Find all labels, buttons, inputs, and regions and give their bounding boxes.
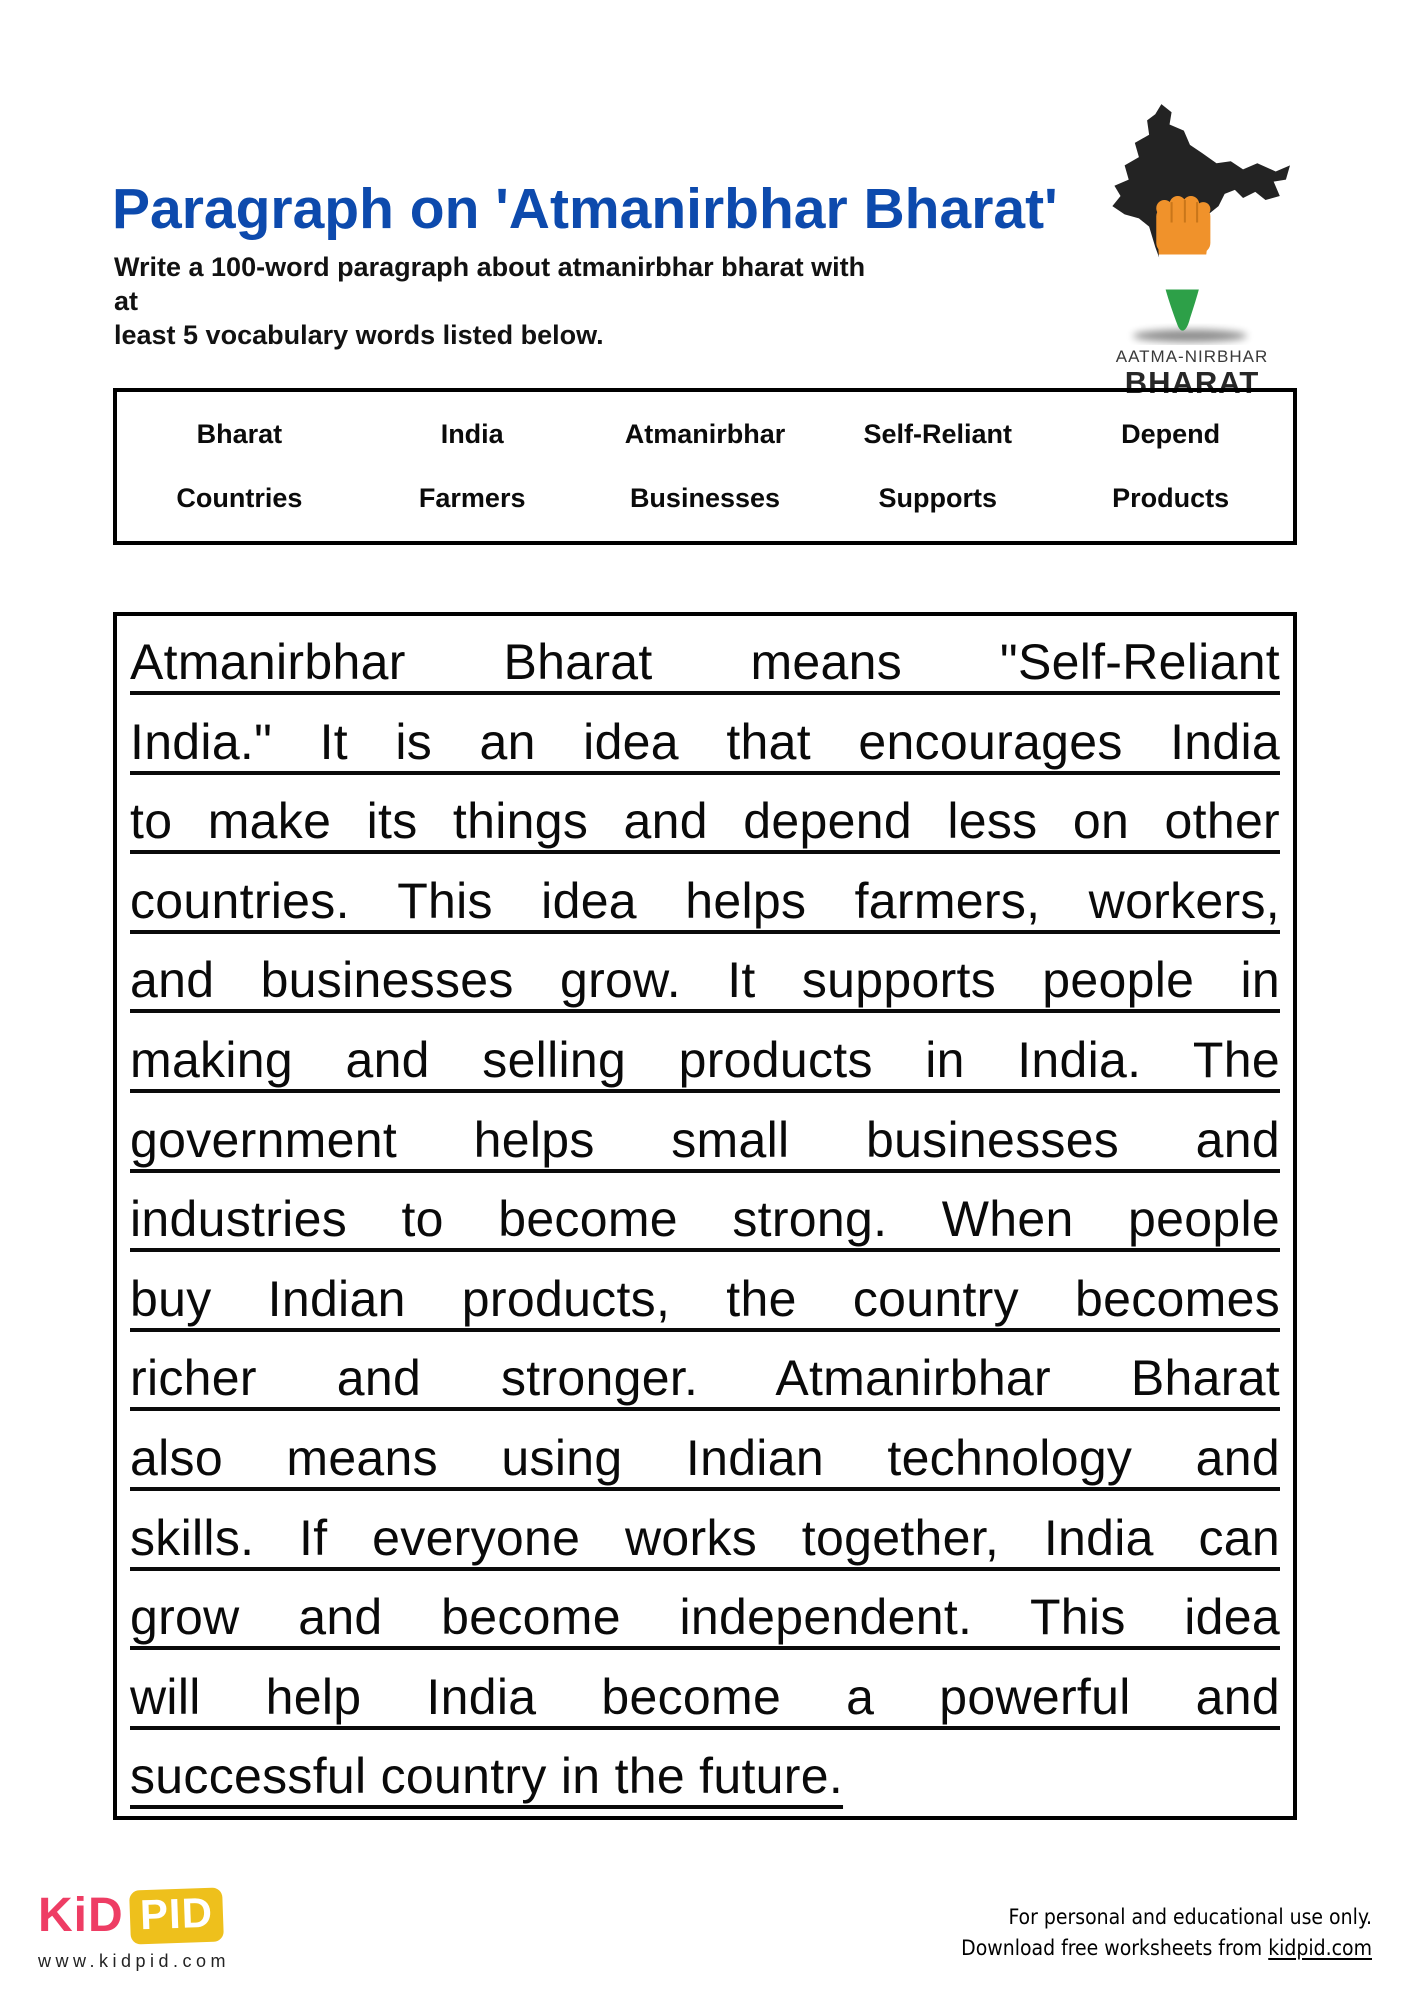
paragraph-line: to make its things and depend less on other — [130, 793, 1280, 850]
usage-note-line-2 — [961, 1933, 1372, 1964]
vocab-word: Depend — [1121, 418, 1221, 449]
vocab-word: Countries — [176, 483, 303, 514]
vocab-word: Businesses — [629, 483, 781, 514]
paragraph-line: skills. If everyone works together, India can — [130, 1509, 1280, 1566]
vocab-word: Self-Reliant — [863, 418, 1013, 449]
paragraph-line: India." It is an idea that encourages India — [130, 713, 1280, 770]
paragraph-line: grow and become independent. This idea — [130, 1589, 1280, 1646]
fist-icon — [1156, 196, 1210, 331]
aatma-nirbhar-bharat-logo — [1082, 100, 1302, 401]
vocab-word: Bharat — [196, 418, 283, 449]
kidpid-website-text: www.kidpid.com — [38, 1951, 231, 1971]
paragraph-line: countries. This idea helps farmers, workers, — [130, 872, 1280, 929]
paragraph-line: government helps small businesses and — [130, 1111, 1280, 1168]
kidpid-logo — [38, 1888, 230, 1943]
vocabulary-box — [113, 388, 1297, 545]
paragraph-answer-box — [113, 612, 1297, 1820]
paragraph-line: successful country in the future. — [130, 1748, 844, 1805]
paragraph-line: industries to become strong. When people — [130, 1191, 1280, 1248]
paragraph-line: buy Indian products, the country becomes — [130, 1270, 1280, 1327]
paragraph-line: Atmanirbhar Bharat means "Self-Reliant — [130, 634, 1280, 690]
vocab-word: Atmanirbhar — [624, 418, 786, 449]
paragraph-line: will help India become a powerful and — [130, 1668, 1280, 1725]
page-title: Paragraph on 'Atmanirbhar Bharat' — [112, 177, 1058, 241]
kidpid-download-link[interactable]: kidpid.com — [1268, 1936, 1372, 1960]
paragraph-line: and businesses grow. It supports people in — [130, 952, 1280, 1009]
instruction-line-1: Write a 100-word paragraph about atmanirbhar bharat with at — [114, 252, 866, 316]
instruction-line-2: least 5 vocabulary words listed below. — [114, 320, 604, 350]
vocab-word: Products — [1112, 483, 1230, 514]
instruction-text — [114, 250, 874, 352]
usage-note-line-1: For personal and educational use only. — [1008, 1905, 1372, 1929]
vocab-word: India — [440, 418, 504, 449]
usage-note-line-2-text: Download free worksheets from — [961, 1936, 1269, 1960]
usage-note — [961, 1902, 1372, 1964]
kidpid-logo-pid: PID — [129, 1887, 224, 1944]
paragraph-line: making and selling products in India. The — [130, 1031, 1280, 1088]
kidpid-logo-kid: KiD — [38, 1889, 124, 1942]
logo-shadow — [1133, 330, 1247, 342]
kidpid-brand — [38, 1888, 230, 1972]
logo-caption-line-2: BHARAT — [1124, 365, 1260, 400]
paragraph-line: richer and stronger. Atmanirbhar Bharat — [130, 1350, 1280, 1407]
logo-caption-line-1: AATMA-NIRBHAR — [1115, 347, 1269, 366]
india-map-fist-icon — [1087, 100, 1297, 345]
vocab-word: Farmers — [418, 483, 526, 514]
paragraph-line: also means using Indian technology and — [130, 1429, 1280, 1486]
vocab-word: Supports — [878, 483, 998, 514]
